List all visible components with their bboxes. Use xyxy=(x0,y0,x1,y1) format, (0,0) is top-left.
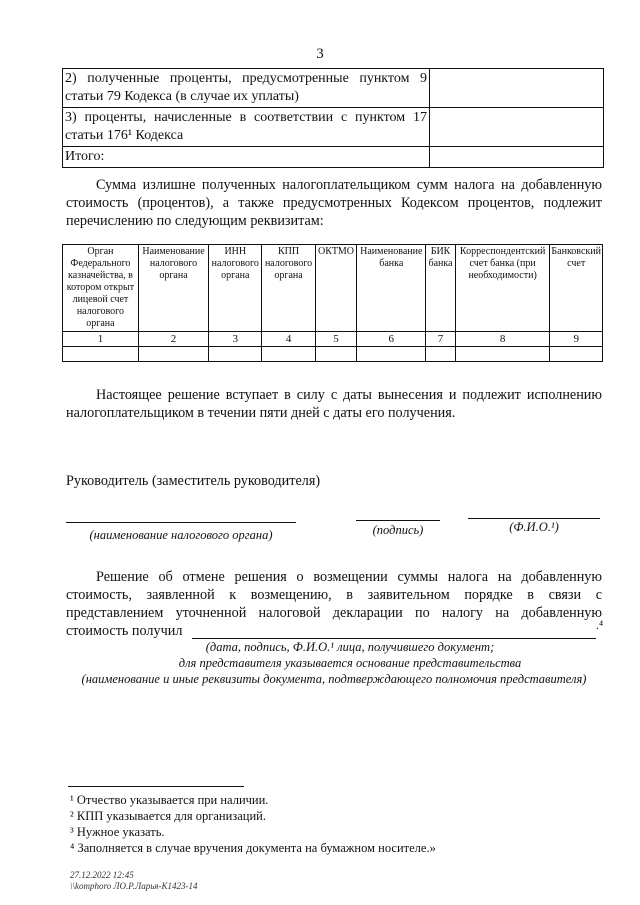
received-caption-3: (наименование и иные реквизиты документа, подтверждающего полномочия представителя) xyxy=(81,672,587,686)
col-header: Корреспондентский счет банка (при необходимости) xyxy=(455,245,550,332)
excess-paragraph xyxy=(66,176,602,230)
table-row xyxy=(63,332,603,347)
col-header: Наименование банка xyxy=(357,245,426,332)
col-number: 4 xyxy=(262,332,315,347)
table-cell xyxy=(315,347,357,362)
org-caption: (наименование налогового органа) xyxy=(89,528,273,542)
head-label: Руководитель (заместитель руководителя) xyxy=(66,473,321,489)
effect-paragraph-text: Настоящее решение вступает в силу с даты вынесения и подлежит исполнению налогоплательщиком в течении пяти дней с даты его получения. xyxy=(66,387,602,421)
table-cell xyxy=(63,347,139,362)
interest-table xyxy=(62,68,604,168)
page-number: 3 xyxy=(316,46,324,62)
col-header: Орган Федерального казначейства, в котором открыт лицевой счет налогового органа xyxy=(63,245,139,332)
footnote-4: ⁴ Заполняется в случае вручения документа на бумажном носителе.» xyxy=(70,841,436,855)
table-row xyxy=(63,147,604,168)
col-header: Наименование налогового органа xyxy=(138,245,208,332)
col-header: КПП налогового органа xyxy=(262,245,315,332)
org-signature-line xyxy=(66,522,296,523)
total-row-value xyxy=(430,147,604,168)
fio-caption: (Ф.И.О.¹) xyxy=(509,520,559,534)
interest-row-value xyxy=(430,108,604,147)
print-stamp-date: 27.12.2022 12:45 xyxy=(70,870,134,880)
col-number: 2 xyxy=(138,332,208,347)
received-caption-2: для представителя указывается основание представительства xyxy=(178,656,522,670)
interest-row-label: 3) проценты, начисленные в соответствии с пунктом 17 статьи 176¹ Кодекса xyxy=(63,108,430,147)
footnote-3: ³ Нужное указать. xyxy=(70,825,165,839)
table-row xyxy=(63,69,604,108)
footnote-separator xyxy=(68,786,244,787)
sign-caption: (подпись) xyxy=(372,523,424,537)
col-number: 6 xyxy=(357,332,426,347)
total-row-label: Итого: xyxy=(63,147,430,168)
col-number: 7 xyxy=(426,332,456,347)
col-header: БИК банка xyxy=(426,245,456,332)
table-cell xyxy=(357,347,426,362)
col-number: 9 xyxy=(550,332,603,347)
col-header: ОКТМО xyxy=(315,245,357,332)
col-header: ИНН налогового органа xyxy=(209,245,262,332)
table-row xyxy=(63,347,603,362)
effect-paragraph xyxy=(66,386,602,422)
col-number: 5 xyxy=(315,332,357,347)
table-row xyxy=(63,108,604,147)
received-paragraph-text: Решение об отмене решения о возмещении суммы налога на добавленную стоимость, заявленной к возмещению, в заявительном порядке в связи с представлением уточненной налоговой декларации по налогу на добавленную стоимость получил xyxy=(66,569,602,639)
interest-row-label: 2) полученные проценты, предусмотренные пунктом 9 статьи 79 Кодекса (в случае их уплаты) xyxy=(63,69,430,108)
table-cell xyxy=(550,347,603,362)
col-number: 8 xyxy=(455,332,550,347)
table-cell xyxy=(138,347,208,362)
received-caption-1: (дата, подпись, Ф.И.О.¹ лица, получившего документ; xyxy=(205,640,495,654)
table-cell xyxy=(262,347,315,362)
table-cell xyxy=(209,347,262,362)
col-header: Банковский счет xyxy=(550,245,603,332)
received-line xyxy=(192,638,596,639)
col-number: 3 xyxy=(209,332,262,347)
fio-line xyxy=(468,518,600,519)
requisites-table xyxy=(62,244,603,362)
received-tail: .⁴ xyxy=(596,618,604,632)
excess-paragraph-text: Сумма излишне полученных налогоплательщиком сумм налога на добавленную стоимость (процентов), а также предусмотренных Кодексом процентов, подлежит перечислению по следующим реквизитам: xyxy=(66,177,602,229)
footnote-1: ¹ Отчество указывается при наличии. xyxy=(70,793,269,807)
received-paragraph xyxy=(66,568,602,640)
table-cell xyxy=(455,347,550,362)
signature-line xyxy=(356,520,440,521)
table-cell xyxy=(426,347,456,362)
print-stamp-path: \\komphoro ЛО.Р.Ларья-К1423-14 xyxy=(70,881,198,891)
table-header-row xyxy=(63,245,603,332)
footnote-2: ² КПП указывается для организаций. xyxy=(70,809,266,823)
col-number: 1 xyxy=(63,332,139,347)
interest-row-value xyxy=(430,69,604,108)
